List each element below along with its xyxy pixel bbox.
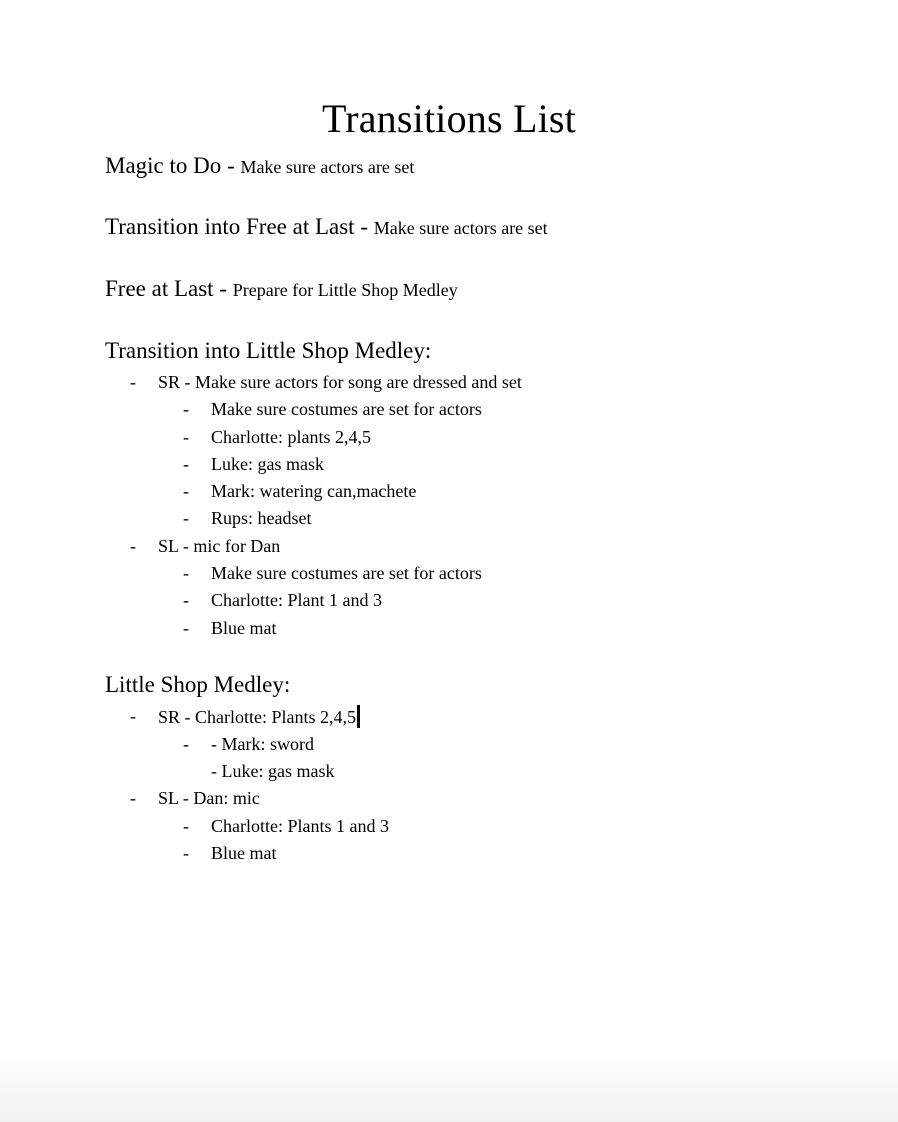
bullet-dash: - xyxy=(183,508,189,528)
list-item-text: SR - Make sure actors for song are dressed and set xyxy=(158,372,522,392)
list-item-text-content: SR - Charlotte: Plants 2,4,5 xyxy=(158,707,356,727)
bullet-dash: - xyxy=(130,788,136,808)
sub-list-item-text: Luke: gas mask xyxy=(211,454,324,474)
section-heading: Free at Last xyxy=(105,276,214,301)
section-little-shop-medley xyxy=(105,672,290,698)
section-free-at-last xyxy=(105,276,458,302)
sub-list-item-text: Rups: headset xyxy=(211,508,312,528)
bullet-dash: - xyxy=(183,734,189,754)
list-item-text: SL - mic for Dan xyxy=(158,536,281,556)
sub-list-item-text: - Mark: sword xyxy=(211,734,314,754)
bullet-dash: - xyxy=(183,399,189,419)
section-heading: Transition into Little Shop Medley: xyxy=(105,338,432,363)
section-heading: Magic to Do xyxy=(105,153,222,178)
bullet-dash: - xyxy=(183,481,189,501)
list-item-text: SL - Dan: mic xyxy=(158,788,260,808)
section-note: Make sure actors are set xyxy=(240,157,415,177)
text-cursor xyxy=(357,705,360,728)
bullet-dash: - xyxy=(183,816,189,836)
bullet-dash: - xyxy=(183,454,189,474)
sub-list-item-text: Blue mat xyxy=(211,843,277,863)
sub-list-item-text: Charlotte: plants 2,4,5 xyxy=(211,427,371,447)
section-transition-free-at-last xyxy=(105,214,548,240)
heading-separator: - xyxy=(213,276,233,301)
section-heading: Transition into Free at Last xyxy=(105,214,355,239)
sub-list-item-text: Charlotte: Plants 1 and 3 xyxy=(211,816,389,836)
section-note: Make sure actors are set xyxy=(373,218,548,238)
continuation-line: - Luke: gas mask xyxy=(211,761,335,781)
bullet-dash: - xyxy=(183,427,189,447)
section-magic-to-do xyxy=(105,153,414,179)
bullet-dash: - xyxy=(130,536,136,556)
bullet-dash: - xyxy=(130,706,136,726)
heading-separator: - xyxy=(354,214,374,239)
bullet-dash: - xyxy=(183,618,189,638)
sub-list-item-text: Make sure costumes are set for actors xyxy=(211,399,482,419)
section-note: Prepare for Little Shop Medley xyxy=(232,280,458,300)
section-transition-little-shop xyxy=(105,338,431,364)
section-heading: Little Shop Medley: xyxy=(105,672,291,697)
page-title: Transitions List xyxy=(321,96,576,141)
sub-list-item-text: Mark: watering can,machete xyxy=(211,481,417,501)
heading-separator: - xyxy=(221,153,241,178)
bullet-dash: - xyxy=(183,563,189,583)
bullet-dash: - xyxy=(183,843,189,863)
sub-list-item-text: Charlotte: Plant 1 and 3 xyxy=(211,590,382,610)
bullet-dash: - xyxy=(183,590,189,610)
list-item-text[interactable] xyxy=(158,705,360,728)
sub-list-item-text: Blue mat xyxy=(211,618,277,638)
sub-list-item-text: Make sure costumes are set for actors xyxy=(211,563,482,583)
bullet-dash: - xyxy=(130,372,136,392)
